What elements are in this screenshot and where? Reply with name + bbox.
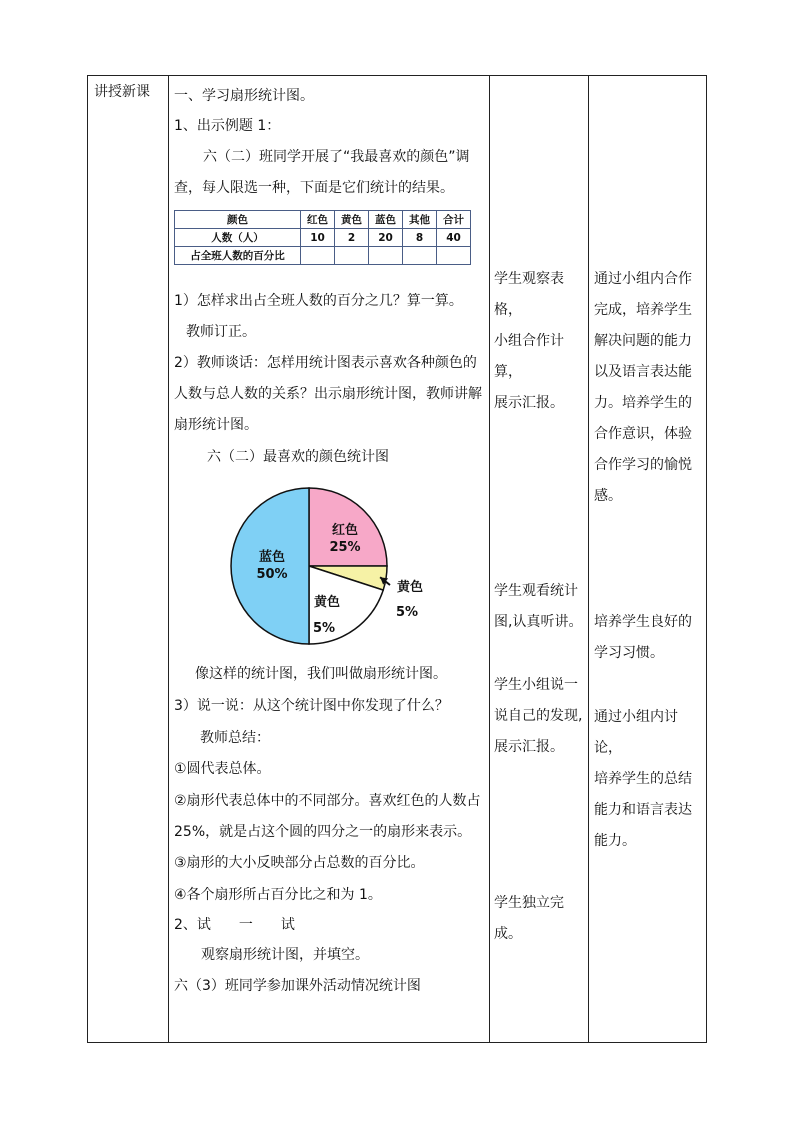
table-cell [437,247,471,265]
student-activity-1 [494,264,586,419]
activity-line: 说自己的发现, [494,708,583,724]
table-row-label: 人数（人） [175,229,301,247]
survey-table [174,210,471,265]
column-divider [588,76,589,1042]
activity-line: 展示汇报。 [494,395,564,411]
chart-title: 六（二）最喜欢的颜色统计图 [207,449,389,465]
slice-value: 5% [395,605,419,620]
design-intent-1 [594,264,702,512]
slice-label: 蓝色 [258,550,286,565]
activity-line: 小组合作计算， [494,333,564,380]
question-2: 2）教师谈话：怎样用统计图表示喜欢各种颜色的 [174,355,477,371]
summary-point: ③扇形的大小反映部分占总数的百分比。 [174,855,425,871]
summary-point: ④各个扇形所占百分比之和为 1。 [174,887,382,903]
pie-chart [222,485,432,655]
table-header: 合计 [437,211,471,229]
table-header: 黄色 [335,211,369,229]
intent-line: 合作学习的愉悦 [594,457,692,473]
activity-line: 学生小组说一 [494,677,578,693]
table-cell: 8 [403,229,437,247]
example-text: 六（二）班同学开展了“我最喜欢的颜色”调 [203,149,470,165]
table-row [175,247,471,265]
pie-slice [231,488,309,644]
example-heading: 1、出示例题 1： [174,118,281,134]
slice-label: 黄色 [396,580,424,595]
slice-label: 红色 [331,523,359,538]
question-2: 人数与总人数的关系？出示扇形统计图，教师讲解 [174,386,482,402]
student-activity-2 [494,576,586,638]
intent-line: 通过小组内合作 [594,271,692,287]
section-heading: 一、学习扇形统计图。 [174,88,314,104]
summary-heading: 教师总结： [200,730,270,746]
paragraph: 像这样的统计图，我们叫做扇形统计图。 [195,666,447,682]
table-header: 红色 [301,211,335,229]
slice-value: 25% [329,540,361,555]
table-cell [403,247,437,265]
table-row [175,229,471,247]
summary-point: 25%，就是占这个圆的四分之一的扇形来表示。 [174,824,472,840]
design-intent-2 [594,607,702,669]
table-cell: 20 [369,229,403,247]
question-3: 3）说一说：从这个统计图中你发现了什么？ [174,698,449,714]
intent-line: 培养学生良好的 [594,614,692,630]
table-row-label: 占全班人数的百分比 [175,247,301,265]
intent-line: 完成，培养学生 [594,302,692,318]
slice-value: 5% [312,621,336,636]
student-activity-4: 学生独立完成。 [494,895,564,942]
intent-line: 培养学生的总结 [594,771,692,787]
column-divider [168,76,169,1042]
intent-line: 解决问题的能力 [594,333,692,349]
stage-label: 讲授新课 [94,84,150,100]
intent-line: 学习习惯。 [594,645,664,661]
table-row [175,211,471,229]
activity-line: 学生观察表格， [494,271,564,318]
slice-label: 黄色 [313,595,341,610]
activity-line: 图,认真听讲。 [494,614,583,630]
question-1-note: 教师订正。 [186,324,256,340]
question-1: 1）怎样求出占全班人数的百分之几？算一算。 [174,293,463,309]
intent-line: 合作意识，体验 [594,426,692,442]
intent-line: 通过小组内讨论， [594,709,678,756]
intent-line: 以及语言表达能 [594,364,692,380]
table-cell [369,247,403,265]
intent-line: 感。 [594,488,622,504]
slice-value: 50% [256,567,288,582]
exercise-heading: 2、试 一 试 [174,917,295,933]
table-cell [301,247,335,265]
column-divider [489,76,490,1042]
activity-line: 展示汇报。 [494,739,564,755]
activity-line: 学生观看统计 [494,583,578,599]
intent-line: 力。培养学生的 [594,395,692,411]
table-header: 颜色 [175,211,301,229]
summary-point: ②扇形代表总体中的不同部分。喜欢红色的人数占 [174,793,481,809]
design-intent-3 [594,702,702,857]
table-cell [335,247,369,265]
table-cell: 2 [335,229,369,247]
intent-line: 能力和语言表达 [594,802,692,818]
table-cell: 40 [437,229,471,247]
intent-line: 能力。 [594,833,636,849]
table-cell: 10 [301,229,335,247]
student-activity-3 [494,670,586,763]
summary-point: ①圆代表总体。 [174,761,271,777]
table-header: 其他 [403,211,437,229]
exercise-text: 观察扇形统计图，并填空。 [201,947,369,963]
exercise-text: 六（3）班同学参加课外活动情况统计图 [174,978,421,994]
question-2: 扇形统计图。 [174,417,258,433]
example-text: 查，每人限选一种，下面是它们统计的结果。 [174,180,454,196]
table-header: 蓝色 [369,211,403,229]
